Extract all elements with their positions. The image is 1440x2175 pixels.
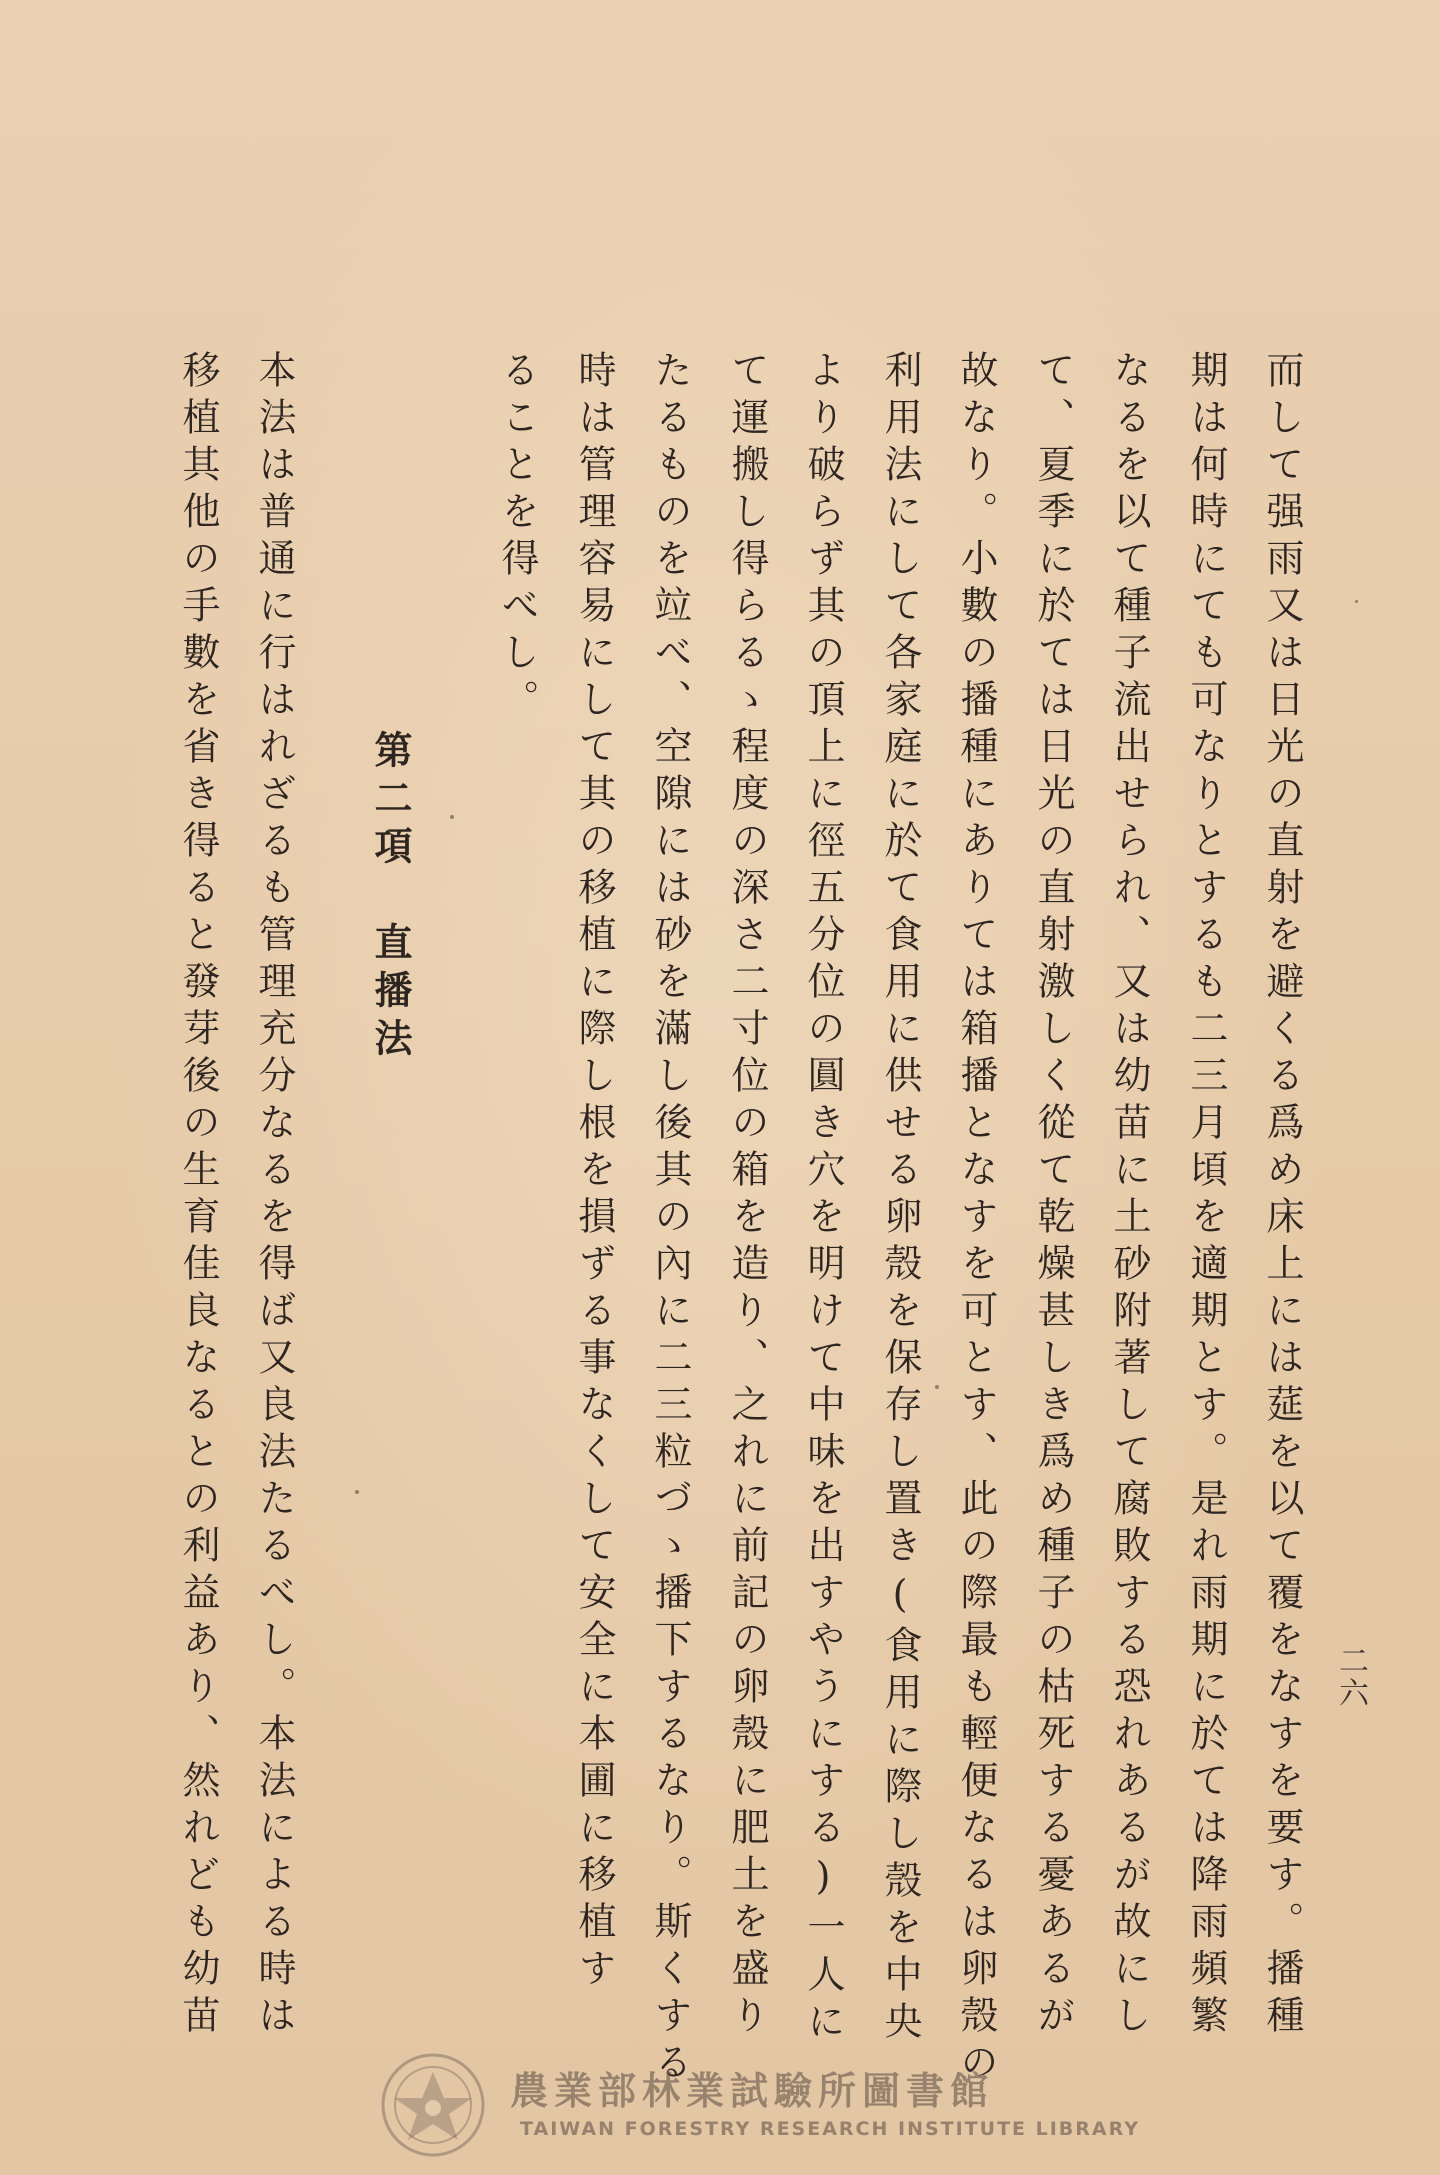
library-name: 農業部林業試驗所圖書館 <box>510 2069 995 2113</box>
text-column-8: て運搬し得らるゝ程度の深さ二寸位の箱を造り、之れに前記の卵殼に肥土を盛り <box>725 350 769 2042</box>
paper-speck <box>450 815 454 819</box>
text-column-11: ることを得べし。 <box>495 350 539 726</box>
library-name-english: TAIWAN FORESTRY RESEARCH INSTITUTE LIBRARY <box>520 2118 1140 2140</box>
paper-speck <box>1355 600 1358 603</box>
library-seal-icon <box>378 2050 488 2160</box>
paper-speck <box>355 1490 359 1494</box>
text-column-7: より破らず其の頂上に徑五分位の圓き穴を明けて中味を出すやうにする)一人に <box>801 350 845 2048</box>
text-column-13: 移植其他の手數を省き得ると發芽後の生育佳良なるとの利益あり、然れども幼苗 <box>176 350 220 2042</box>
text-column-10: 時は管理容易にして其の移植に際し根を損ずる事なくして安全に本圃に移植す <box>572 350 616 1995</box>
text-column-5: 故なり。小數の播種にありては箱播となすを可とす、此の際最も輕便なるは卵殼の <box>954 350 998 2089</box>
page-number: 二六 <box>1333 1645 1368 1709</box>
text-column-9: たるものを竝べ、空隙には砂を滿し後其の內に二三粒づゝ播下するなり。斯くする <box>648 350 692 2089</box>
text-column-4: て、夏季に於ては日光の直射激しく從て乾燥甚しき爲め種子の枯死する憂あるが <box>1031 350 1075 2042</box>
paper-speck <box>935 1385 939 1389</box>
text-column-1: 而して强雨又は日光の直射を避くる爲め床上には莚を以て覆をなすを要す。播種 <box>1260 350 1304 2042</box>
text-column-12: 本法は普通に行はれざるも管理充分なるを得ば又良法たるべし。本法による時は <box>252 350 296 2042</box>
section-heading: 第二項 直播法 <box>368 730 413 1066</box>
text-column-2: 期は何時にても可なりとするも二三月頃を適期とす。是れ雨期に於ては降雨頻繁 <box>1184 350 1228 2042</box>
text-column-3: なるを以て種子流出せられ、又は幼苗に土砂附著して腐敗する恐れあるが故にし <box>1107 350 1151 2042</box>
text-column-6: 利用法にして各家庭に於て食用に供せる卵殼を保存し置き(食用に際し殼を中央 <box>878 350 922 2048</box>
